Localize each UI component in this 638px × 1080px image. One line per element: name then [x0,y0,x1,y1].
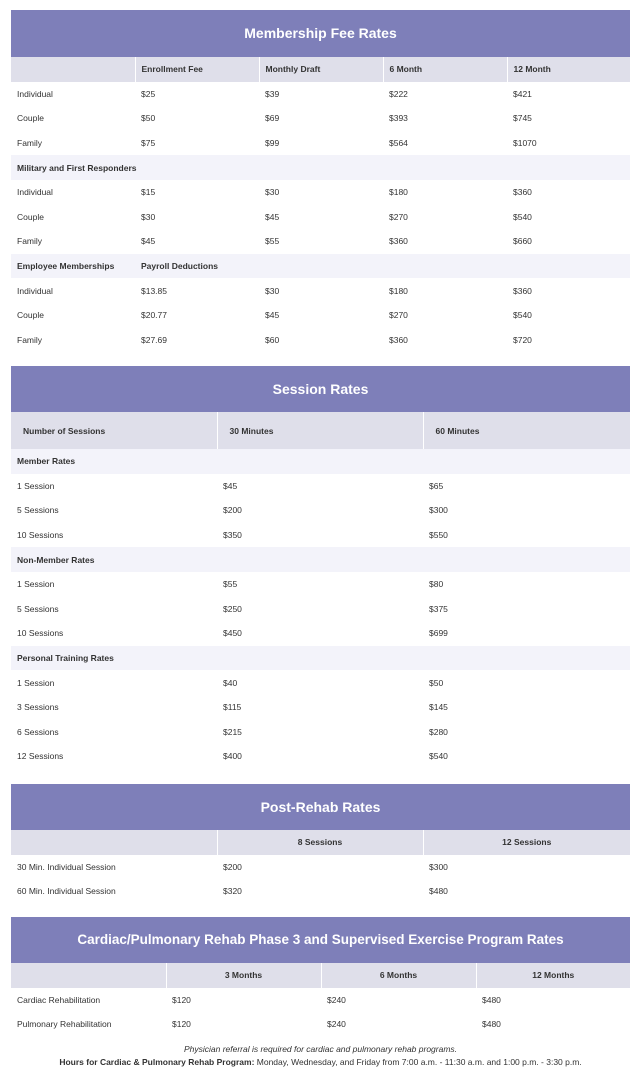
table-row [11,278,630,303]
table-cell: Couple [17,310,44,321]
hours-text: Monday, Wednesday, and Friday from 7:00 a.m. - 11:30 a.m. and 1:00 p.m. - 3:30 p.m. [254,1057,582,1067]
table-cell: Individual [17,187,53,198]
column-header: 6 Month [383,57,507,82]
hours-label: Hours for Cardiac & Pulmonary Rehab Program: [59,1057,255,1067]
table-header-row [11,412,630,449]
table-cell: $30 [265,187,280,198]
table-cell: $30 [141,211,156,222]
table-cell: $50 [429,677,444,688]
group-row [11,547,630,572]
group-sublabel: Payroll Deductions [135,254,630,279]
column-header [11,57,135,82]
table-cell: 1 Session [17,480,55,491]
table-header-row [11,830,630,855]
table-cell: $25 [141,88,156,99]
table-cell: $30 [265,285,280,296]
table-cell: 5 Sessions [17,603,59,614]
table-cell: $65 [429,480,444,491]
hours-note [11,1056,630,1069]
table-cell: Family [17,138,43,149]
table-cell: $222 [389,88,408,99]
table-cell: $360 [513,285,532,296]
session-rates-table [11,412,630,769]
group-label: Military and First Responders [11,155,630,180]
table-row [11,131,630,156]
table-cell: $55 [265,236,280,247]
column-header: 60 Minutes [423,412,630,449]
table-cell: Individual [17,88,53,99]
table-row [11,474,630,499]
table-cell: $69 [265,113,280,124]
table-row [11,670,630,695]
table-cell: $400 [223,751,242,762]
table-row [11,303,630,328]
group-label: Employee Memberships [11,254,135,279]
session-rates-section [11,366,630,769]
table-cell: $50 [141,113,156,124]
table-cell: 10 Sessions [17,530,64,541]
table-cell: $540 [513,310,532,321]
table-cell: 3 Sessions [17,702,59,713]
table-cell: $1070 [513,138,537,149]
table-cell: $27.69 [141,334,167,345]
group-label: Non-Member Rates [11,547,630,572]
column-header [11,830,217,855]
table-cell: Family [17,334,43,345]
table-cell: 12 Sessions [17,751,64,762]
table-row [11,744,630,769]
table-cell: $720 [513,334,532,345]
group-row [11,646,630,671]
table-cell: $55 [223,579,238,590]
table-row [11,82,630,107]
table-cell: $60 [265,334,280,345]
table-cell: $564 [389,138,408,149]
table-cell: $240 [327,1019,346,1030]
membership-fee-section [11,10,630,352]
table-row [11,597,630,622]
referral-note: Physician referral is required for cardiac and pulmonary rehab programs. [183,1044,458,1054]
table-cell: 10 Sessions [17,628,64,639]
table-cell: $375 [429,603,448,614]
table-row [11,720,630,745]
table-cell: $660 [513,236,532,247]
table-cell: Individual [17,285,53,296]
table-row [11,180,630,205]
post-rehab-section [11,784,630,904]
post-rehab-table [11,830,630,904]
table-row [11,498,630,523]
session-rates-title: Session Rates [11,366,630,412]
table-row [11,988,630,1013]
table-cell: $145 [429,702,448,713]
table-row [11,879,630,904]
table-cell: $745 [513,113,532,124]
table-cell: $300 [429,861,448,872]
table-cell: $99 [265,138,280,149]
table-cell: 1 Session [17,579,55,590]
column-header: Monthly Draft [259,57,383,82]
table-cell: Couple [17,211,44,222]
table-cell: $550 [429,530,448,541]
table-cell: $320 [223,886,242,897]
table-row [11,572,630,597]
table-cell: $360 [389,236,408,247]
table-row [11,621,630,646]
table-cell: $20.77 [141,310,167,321]
table-cell: $13.85 [141,285,167,296]
table-cell: $480 [482,1019,501,1030]
table-cell: 5 Sessions [17,505,59,516]
table-cell: $180 [389,285,408,296]
table-cell: $360 [389,334,408,345]
table-cell: Couple [17,113,44,124]
table-cell: $270 [389,310,408,321]
table-cell: $699 [429,628,448,639]
table-row [11,328,630,353]
table-cell: $45 [141,236,156,247]
group-row [11,254,630,279]
table-cell: Pulmonary Rehabilitation [17,1019,112,1030]
table-cell: $421 [513,88,532,99]
table-cell: $200 [223,861,242,872]
column-header [11,963,166,988]
table-row [11,855,630,880]
column-header: Enrollment Fee [135,57,259,82]
membership-fee-table [11,57,630,352]
table-row [11,1012,630,1037]
table-row [11,205,630,230]
table-cell: $393 [389,113,408,124]
table-cell: $120 [172,1019,191,1030]
table-cell: $280 [429,726,448,737]
cardiac-rehab-table [11,963,630,1037]
column-header: 8 Sessions [217,830,423,855]
table-cell: $270 [389,211,408,222]
cardiac-rehab-section [11,917,630,1037]
table-cell: $215 [223,726,242,737]
table-cell: $200 [223,505,242,516]
table-cell: $75 [141,138,156,149]
table-header-row [11,963,630,988]
table-cell: 60 Min. Individual Session [17,886,116,897]
table-header-row [11,57,630,82]
table-cell: $360 [513,187,532,198]
table-cell: $480 [482,994,501,1005]
table-cell: $240 [327,994,346,1005]
table-cell: $540 [429,751,448,762]
group-label: Personal Training Rates [11,646,630,671]
column-header: Number of Sessions [11,412,217,449]
table-cell: $120 [172,994,191,1005]
table-cell: $40 [223,677,238,688]
post-rehab-title: Post-Rehab Rates [11,784,630,830]
table-cell: 1 Session [17,677,55,688]
table-row [11,229,630,254]
group-row [11,155,630,180]
column-header: 3 Months [166,963,321,988]
column-header: 30 Minutes [217,412,423,449]
table-cell: $15 [141,187,156,198]
table-cell: $480 [429,886,448,897]
table-cell: 6 Sessions [17,726,59,737]
column-header: 6 Months [321,963,476,988]
table-cell: $115 [223,702,242,713]
table-cell: $45 [223,480,238,491]
table-cell: $450 [223,628,242,639]
group-label: Member Rates [11,449,630,474]
table-cell: $300 [429,505,448,516]
table-cell: Cardiac Rehabilitation [17,994,101,1005]
table-cell: $180 [389,187,408,198]
table-cell: $39 [265,88,280,99]
column-header: 12 Months [476,963,630,988]
table-cell: Family [17,236,43,247]
table-row [11,695,630,720]
table-cell: $45 [265,310,280,321]
footnotes [11,1043,630,1069]
table-cell: $80 [429,579,444,590]
cardiac-rehab-title: Cardiac/Pulmonary Rehab Phase 3 and Supervised Exercise Program Rates [11,917,630,963]
table-cell: $350 [223,530,242,541]
table-row [11,106,630,131]
column-header: 12 Sessions [423,830,630,855]
table-cell: $45 [265,211,280,222]
column-header: 12 Month [507,57,630,82]
membership-fee-title: Membership Fee Rates [11,10,630,57]
table-cell: 30 Min. Individual Session [17,861,116,872]
table-cell: $250 [223,603,242,614]
table-cell: $540 [513,211,532,222]
table-row [11,523,630,548]
group-row [11,449,630,474]
